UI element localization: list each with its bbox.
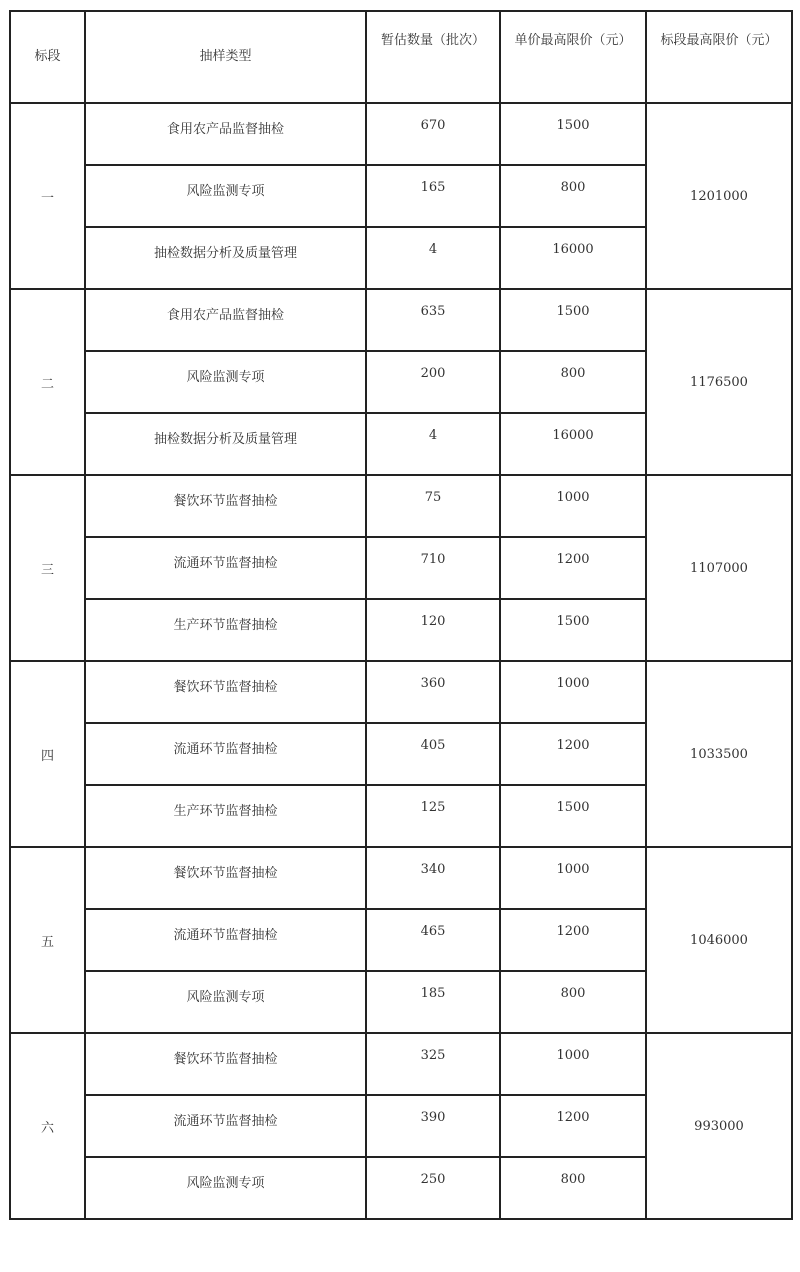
segment-max-price-cell: 993000 (646, 1033, 792, 1219)
sampling-type-cell: 风险监测专项 (85, 971, 366, 1033)
sampling-type-cell: 抽检数据分析及质量管理 (85, 413, 366, 475)
unit-price-cell: 800 (500, 351, 646, 413)
table-row (10, 847, 792, 909)
unit-price-cell: 1000 (500, 475, 646, 537)
sampling-type-cell: 风险监测专项 (85, 1157, 366, 1219)
quantity-cell: 75 (366, 475, 500, 537)
segment-name-cell: 三 (10, 475, 85, 661)
quantity-cell: 4 (366, 227, 500, 289)
quantity-cell: 4 (366, 413, 500, 475)
table-row (10, 289, 792, 351)
unit-price-cell: 1500 (500, 289, 646, 351)
sampling-type-cell: 流通环节监督抽检 (85, 537, 366, 599)
unit-price-cell: 16000 (500, 227, 646, 289)
header-quantity: 暂估数量（批次） (366, 11, 500, 103)
sampling-type-cell: 食用农产品监督抽检 (85, 289, 366, 351)
segment-name-cell: 六 (10, 1033, 85, 1219)
sampling-type-cell: 流通环节监督抽检 (85, 723, 366, 785)
quantity-cell: 250 (366, 1157, 500, 1219)
segment-max-price-cell: 1033500 (646, 661, 792, 847)
header-unit-price: 单价最高限价（元） (500, 11, 646, 103)
unit-price-cell: 16000 (500, 413, 646, 475)
unit-price-cell: 1500 (500, 599, 646, 661)
quantity-cell: 340 (366, 847, 500, 909)
sampling-type-cell: 食用农产品监督抽检 (85, 103, 366, 165)
segment-name-cell: 四 (10, 661, 85, 847)
quantity-cell: 185 (366, 971, 500, 1033)
header-segment-price: 标段最高限价（元） (646, 11, 792, 103)
table-body (10, 103, 792, 1219)
unit-price-cell: 1000 (500, 1033, 646, 1095)
quantity-cell: 390 (366, 1095, 500, 1157)
unit-price-cell: 800 (500, 971, 646, 1033)
segment-name-cell: 一 (10, 103, 85, 289)
sampling-type-cell: 风险监测专项 (85, 351, 366, 413)
quantity-cell: 125 (366, 785, 500, 847)
table-header (10, 11, 792, 103)
quantity-cell: 360 (366, 661, 500, 723)
bid-segment-table (9, 10, 793, 1220)
header-row (10, 11, 792, 103)
segment-max-price-cell: 1176500 (646, 289, 792, 475)
table-row (10, 661, 792, 723)
sampling-type-cell: 抽检数据分析及质量管理 (85, 227, 366, 289)
quantity-cell: 165 (366, 165, 500, 227)
segment-max-price-cell: 1046000 (646, 847, 792, 1033)
sampling-type-cell: 餐饮环节监督抽检 (85, 661, 366, 723)
segment-max-price-cell: 1107000 (646, 475, 792, 661)
unit-price-cell: 800 (500, 1157, 646, 1219)
sampling-type-cell: 餐饮环节监督抽检 (85, 1033, 366, 1095)
quantity-cell: 635 (366, 289, 500, 351)
quantity-cell: 120 (366, 599, 500, 661)
table-wrapper (9, 10, 793, 1220)
quantity-cell: 405 (366, 723, 500, 785)
header-type: 抽样类型 (85, 11, 366, 103)
quantity-cell: 710 (366, 537, 500, 599)
unit-price-cell: 1200 (500, 1095, 646, 1157)
unit-price-cell: 800 (500, 165, 646, 227)
unit-price-cell: 1500 (500, 103, 646, 165)
quantity-cell: 200 (366, 351, 500, 413)
segment-name-cell: 五 (10, 847, 85, 1033)
unit-price-cell: 1000 (500, 661, 646, 723)
sampling-type-cell: 餐饮环节监督抽检 (85, 475, 366, 537)
unit-price-cell: 1200 (500, 909, 646, 971)
unit-price-cell: 1200 (500, 537, 646, 599)
sampling-type-cell: 流通环节监督抽检 (85, 1095, 366, 1157)
quantity-cell: 670 (366, 103, 500, 165)
table-row (10, 103, 792, 165)
header-segment: 标段 (10, 11, 85, 103)
unit-price-cell: 1000 (500, 847, 646, 909)
sampling-type-cell: 生产环节监督抽检 (85, 599, 366, 661)
segment-name-cell: 二 (10, 289, 85, 475)
unit-price-cell: 1500 (500, 785, 646, 847)
sampling-type-cell: 风险监测专项 (85, 165, 366, 227)
quantity-cell: 465 (366, 909, 500, 971)
quantity-cell: 325 (366, 1033, 500, 1095)
sampling-type-cell: 餐饮环节监督抽检 (85, 847, 366, 909)
table-row (10, 1033, 792, 1095)
sampling-type-cell: 流通环节监督抽检 (85, 909, 366, 971)
unit-price-cell: 1200 (500, 723, 646, 785)
table-row (10, 475, 792, 537)
segment-max-price-cell: 1201000 (646, 103, 792, 289)
sampling-type-cell: 生产环节监督抽检 (85, 785, 366, 847)
